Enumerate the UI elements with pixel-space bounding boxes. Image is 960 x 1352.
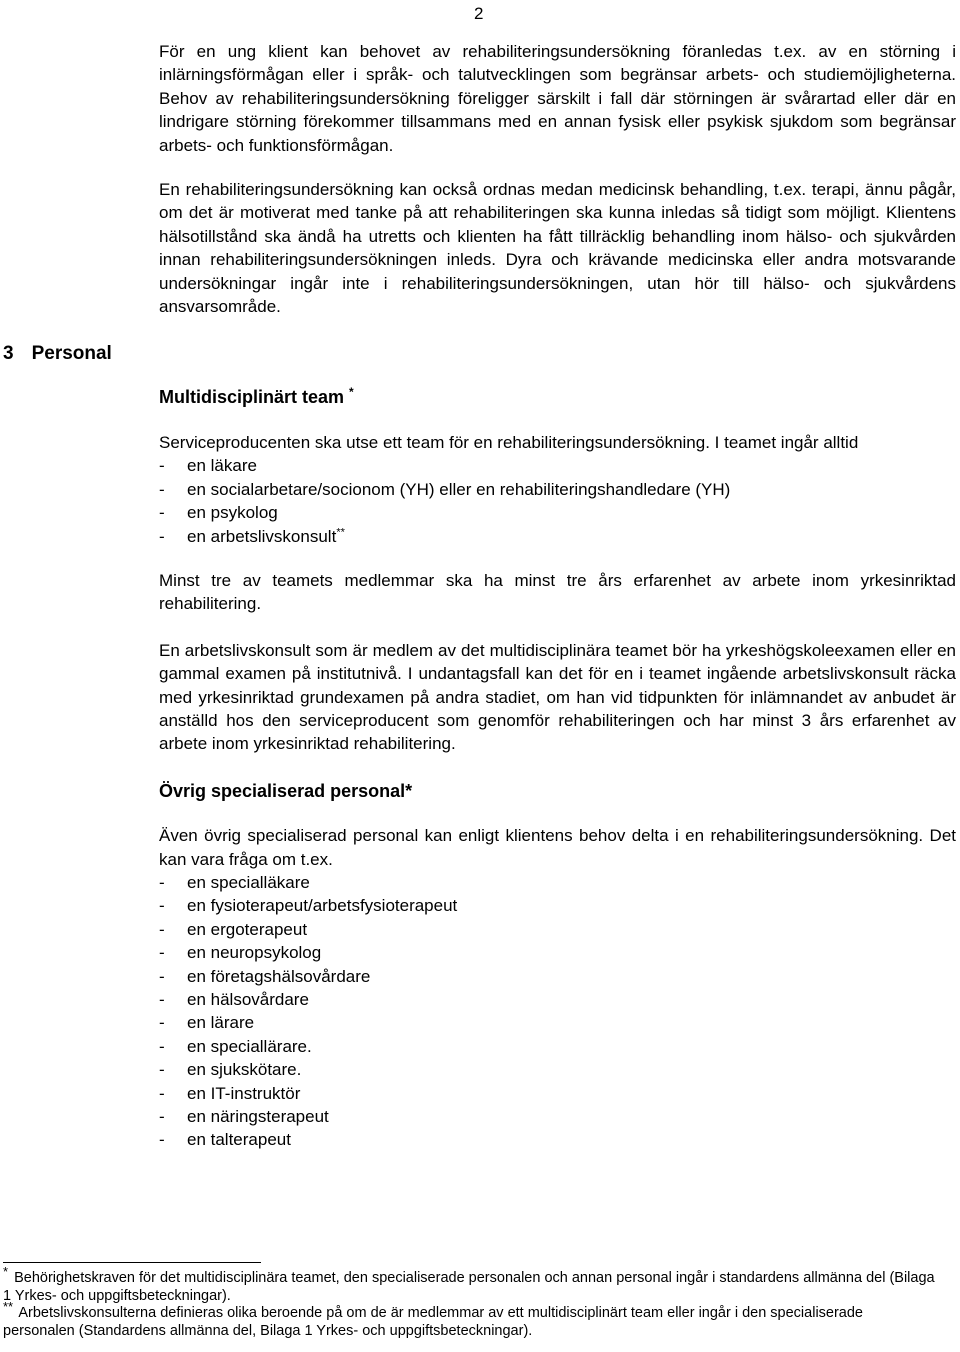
list-dash: - bbox=[159, 456, 165, 476]
list-item-text: en ergoterapeut bbox=[187, 919, 308, 939]
list-item bbox=[159, 478, 956, 501]
list-item bbox=[159, 918, 956, 941]
team-heading bbox=[159, 386, 956, 409]
list-dash: - bbox=[159, 1060, 165, 1080]
list-dash: - bbox=[159, 990, 165, 1009]
list-dash: - bbox=[159, 1036, 165, 1056]
section-number: 3 bbox=[3, 343, 14, 364]
list-dash: - bbox=[159, 1013, 165, 1033]
list-item-text: en sjukskötare. bbox=[187, 1060, 302, 1080]
list-dash: - bbox=[159, 919, 165, 939]
list-dash: - bbox=[159, 503, 165, 523]
intro-paragraph-2: En rehabiliteringsundersökning kan också ordnas medan medicinsk behandling, t.ex. terapi, ännu pågår, om det är motiverat med tanke på att rehabiliteringen ska kunna inledas så tidigt som möjligt. Klientens hälsotillstånd ska ändå ha utretts och klienten ha fått tillräcklig behandling inom hälso- och sjukvården innan rehabiliteringsundersökningen inleds. Dyra och krävande medicinska eller andra motsvarande undersökningar ingår inte i rehabiliteringsundersökningen, utan hör till hälso- och sjukvårdens ansvarsområde. bbox=[159, 180, 956, 317]
list-item bbox=[159, 871, 956, 894]
team-member-list bbox=[159, 454, 956, 548]
list-item bbox=[159, 454, 956, 477]
list-item bbox=[159, 1105, 956, 1128]
list-item bbox=[159, 965, 956, 988]
list-item-text: en speciallärare. bbox=[187, 1036, 312, 1056]
list-dash: - bbox=[159, 1130, 165, 1150]
footnote-text: Behörighetskraven för det multidisciplinära teamet, den specialiserade personalen och annan personal ingår i standardens allmänna del (Bilaga 1 Yrkes- och uppgiftsbeteckningar). bbox=[3, 1270, 935, 1304]
list-item bbox=[159, 941, 956, 964]
main-content bbox=[159, 40, 956, 1152]
footnote-text: Arbetslivskonsulterna definieras olika beroende på om de är medlemmar av ett multidisciplinärt team eller ingår i den specialiserade personalen (Standardens allmänna del, Bilaga 1 Yrkes- och uppgiftsbeteckningar). bbox=[3, 1305, 863, 1339]
intro-paragraph-1: För en ung klient kan behovet av rehabiliteringsundersökning föranledas t.ex. av en störning i inlärningsförmågan eller i språk- och talutvecklingen som begränsar arbets- och studiemöjligheterna. Behov av rehabiliteringsundersökning föreligger särskilt i fall där störningen är svårartad eller där en lindrigare störning förekommer tillsammans med en annan fysisk eller psykisk sjukdom som begränsar arbets- och funktionsförmågan. bbox=[159, 42, 956, 155]
section-heading bbox=[3, 342, 112, 365]
list-item-text: en näringsterapeut bbox=[187, 1107, 329, 1127]
other-staff-list bbox=[159, 871, 956, 1152]
list-dash: - bbox=[159, 1083, 165, 1103]
list-item-text: en fysioterapeut/arbetsfysioterapeut bbox=[187, 896, 458, 916]
list-dash: - bbox=[159, 872, 165, 892]
list-item-text: en talterapeut bbox=[187, 1130, 291, 1150]
list-item-text: en företagshälsovårdare bbox=[187, 966, 371, 986]
footnote-divider bbox=[3, 1262, 261, 1263]
list-item bbox=[159, 501, 956, 524]
other-staff-heading: Övrig specialiserad personal* bbox=[159, 780, 413, 801]
footnote bbox=[3, 1299, 938, 1340]
list-item bbox=[159, 525, 956, 548]
list-item bbox=[159, 988, 956, 1011]
team-heading-text: Multidisciplinärt team bbox=[159, 387, 345, 408]
list-dash: - bbox=[159, 526, 165, 546]
list-item-text: en psykolog bbox=[187, 503, 278, 523]
list-item-text: en lärare bbox=[187, 1013, 255, 1033]
list-item-text: en hälsovårdare bbox=[187, 990, 309, 1009]
list-item-text: en IT-instruktör bbox=[187, 1083, 301, 1103]
team-intro: Serviceproducenten ska utse ett team för en rehabiliteringsundersökning. I teamet ingår alltid bbox=[159, 432, 859, 452]
other-staff-intro: Även övrig specialiserad personal kan enligt klientens behov delta i en rehabiliteringsundersökning. Det kan vara fråga om t.ex. bbox=[159, 826, 956, 869]
team-consultant-paragraph: En arbetslivskonsult som är medlem av det multidisciplinära teamet bör ha yrkeshögskoleexamen eller en gammal examen på institutnivå. I undantagsfall kan det för en i teamet ingående arbetslivskonsult räcka med yrkesinriktad grundexamen på andra stadiet, om han vid tidpunkten för inlämnandet av anbudet är anställd hos den serviceproducent som genomför rehabiliteringen och har minst 3 års erfarenhet av arbete inom yrkesinriktad rehabilitering. bbox=[159, 640, 956, 754]
team-heading-footnote-mark: * bbox=[349, 385, 354, 400]
section-title: Personal bbox=[31, 343, 112, 364]
footnotes bbox=[3, 1264, 938, 1340]
list-item-text: en arbetslivskonsult bbox=[187, 526, 337, 546]
list-dash: - bbox=[159, 1107, 165, 1127]
list-dash: - bbox=[159, 479, 165, 499]
footnote-mark: * bbox=[3, 1264, 9, 1280]
list-item-text: en läkare bbox=[187, 456, 257, 476]
list-item bbox=[159, 1035, 956, 1058]
list-item bbox=[159, 1011, 956, 1034]
team-experience-paragraph: Minst tre av teamets medlemmar ska ha minst tre års erfarenhet av arbete inom yrkesinriktad rehabilitering. bbox=[159, 570, 956, 614]
list-item-text: en socialarbetare/socionom (YH) eller en rehabiliteringshandledare (YH) bbox=[187, 479, 731, 499]
list-item-text: en neuropsykolog bbox=[187, 943, 322, 963]
footnote-mark: ** bbox=[3, 1299, 14, 1315]
footnote bbox=[3, 1264, 938, 1305]
list-item bbox=[159, 1082, 956, 1105]
page-number: 2 bbox=[474, 4, 484, 23]
list-dash: - bbox=[159, 943, 165, 963]
list-item bbox=[159, 1128, 956, 1151]
member-footnote-mark: ** bbox=[336, 525, 345, 538]
list-dash: - bbox=[159, 896, 165, 916]
list-dash: - bbox=[159, 966, 165, 986]
list-item-text: en specialläkare bbox=[187, 872, 310, 892]
list-item bbox=[159, 894, 956, 917]
list-item bbox=[159, 1058, 956, 1081]
